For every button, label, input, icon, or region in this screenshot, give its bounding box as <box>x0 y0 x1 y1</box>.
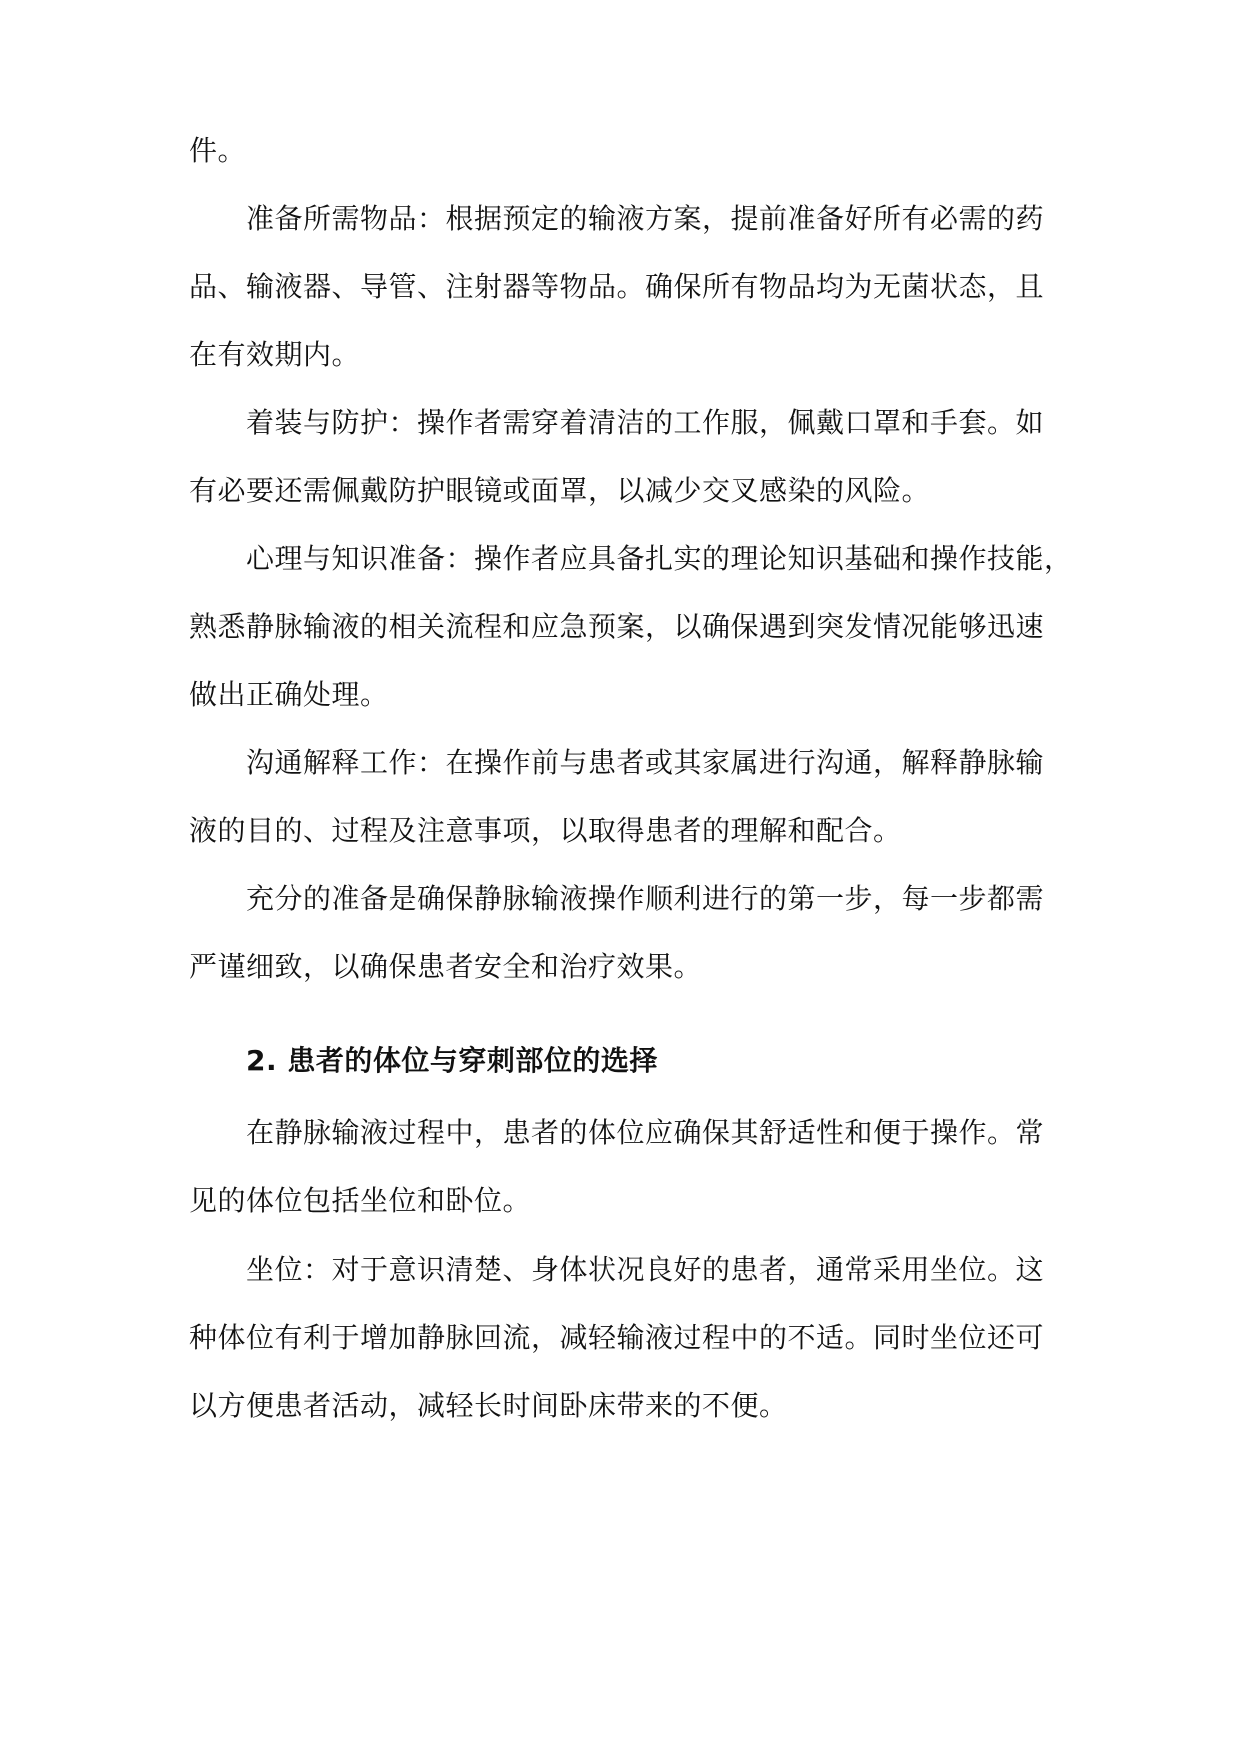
paragraph-line: 心理与知识准备：操作者应具备扎实的理论知识基础和操作技能， <box>246 542 1073 575</box>
paragraph-line: 坐位：对于意识清楚、身体状况良好的患者，通常采用坐位。这 <box>246 1253 1045 1286</box>
paragraph-line: 充分的准备是确保静脉输液操作顺利进行的第一步，每一步都需 <box>246 882 1045 915</box>
paragraph-line: 在有效期内。 <box>189 338 361 371</box>
paragraph-line: 沟通解释工作：在操作前与患者或其家属进行沟通，解释静脉输 <box>246 746 1045 779</box>
paragraph-line: 以方便患者活动，减轻长时间卧床带来的不便。 <box>189 1389 788 1422</box>
paragraph-line: 种体位有利于增加静脉回流，减轻输液过程中的不适。同时坐位还可 <box>189 1321 1045 1354</box>
paragraph-line: 件。 <box>189 134 247 167</box>
paragraph-line: 液的目的、过程及注意事项，以取得患者的理解和配合。 <box>189 814 902 847</box>
section-heading: 2. 患者的体位与穿刺部位的选择 <box>246 1044 658 1077</box>
paragraph-line: 见的体位包括坐位和卧位。 <box>189 1184 532 1217</box>
paragraph-line: 在静脉输液过程中，患者的体位应确保其舒适性和便于操作。常 <box>246 1116 1045 1149</box>
paragraph-line: 熟悉静脉输液的相关流程和应急预案，以确保遇到突发情况能够迅速 <box>189 610 1045 643</box>
paragraph-line: 品、输液器、导管、注射器等物品。确保所有物品均为无菌状态，且 <box>189 270 1045 303</box>
paragraph-line: 着装与防护：操作者需穿着清洁的工作服，佩戴口罩和手套。如 <box>246 406 1045 439</box>
paragraph-line: 做出正确处理。 <box>189 678 389 711</box>
paragraph-line: 有必要还需佩戴防护眼镜或面罩，以减少交叉感染的风险。 <box>189 474 931 507</box>
paragraph-line: 严谨细致，以确保患者安全和治疗效果。 <box>189 950 703 983</box>
paragraph-line: 准备所需物品：根据预定的输液方案，提前准备好所有必需的药 <box>246 202 1045 235</box>
